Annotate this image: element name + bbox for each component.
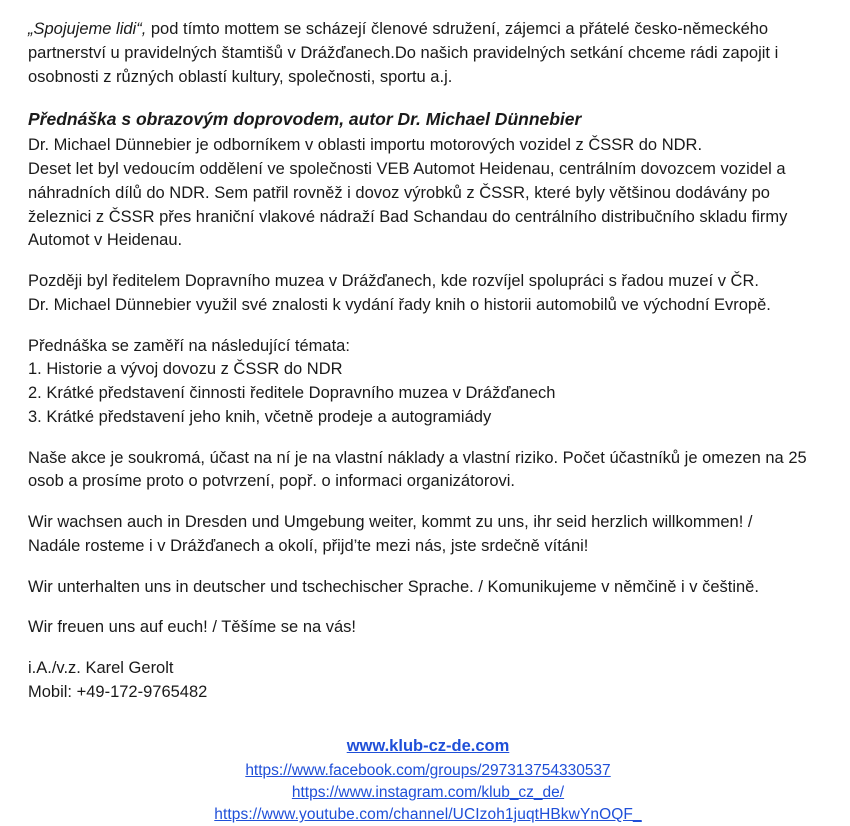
welcome-block <box>28 511 828 559</box>
museum-line-1: Později byl ředitelem Dopravního muzea v Drážďanech, kde rozvíjel spolupráci s řadou muzeí v ČR. <box>28 272 759 291</box>
intro-paragraph <box>28 18 828 89</box>
closing-text: Wir freuen uns auf euch! / Těšíme se na vás! <box>28 618 357 637</box>
links-block <box>28 735 828 826</box>
signature-block <box>28 657 828 705</box>
topic-item: 3. Krátké představení jeho knih, včetně prodeje a autogramiády <box>28 407 492 426</box>
language-text: Wir unterhalten uns in deutscher und tschechischer Sprache. / Komunikujeme v němčině i v češtině. <box>28 577 759 596</box>
museum-block <box>28 270 828 318</box>
signature-phone: Mobil: +49-172-9765482 <box>28 682 208 701</box>
facebook-link[interactable]: https://www.facebook.com/groups/297313754330537 <box>245 762 611 780</box>
topic-item: 2. Krátké představení činnosti ředitele Dopravního muzea v Drážďanech <box>28 384 556 403</box>
museum-line-2: Dr. Michael Dünnebier využil své znalosti k vydání řady knih o historii automobilů ve východní Evropě. <box>28 295 771 314</box>
language-block <box>28 576 828 600</box>
lecture-heading: Přednáška s obrazovým doprovodem, autor Dr. Michael Dünnebier <box>28 109 582 130</box>
topics-intro: Přednáška se zaměří na následující témata: <box>28 336 350 355</box>
welcome-line-2: Nadále rosteme i v Drážďanech a okolí, přijd’te mezi nás, jste srdečně vítáni! <box>28 536 589 555</box>
bio-line-rest: Deset let byl vedoucím oddělení ve společnosti VEB Automot Heidenau, centrálním dovozcem vozidel a náhradních dílů do NDR. Sem patřil rovněž i dovoz výrobků z ČSSR, které byly většinou dodávány po železnici z ČSSR přes hraniční vlakové nádraží Bad Schandau do centrálního distribučního skladu firmy Automot v Heidenau. <box>28 160 788 250</box>
website-link[interactable]: www.klub-cz-de.com <box>346 736 510 755</box>
topics-block <box>28 335 828 430</box>
participation-text: Naše akce je soukromá, účast na ní je na vlastní náklady a vlastní riziko. Počet účastníků je omezen na 25 osob a prosíme proto o potvrzení, popř. o informaci organizátorovi. <box>28 448 807 491</box>
youtube-link[interactable]: https://www.youtube.com/channel/UCIzoh1juqtHBkwYnOQF_ <box>214 806 642 824</box>
participation-block <box>28 447 828 495</box>
topic-item: 1. Historie a vývoj dovozu z ČSSR do NDR <box>28 360 343 379</box>
closing-block <box>28 616 828 640</box>
welcome-line-1: Wir wachsen auch in Dresden und Umgebung weiter, kommt zu uns, ihr seid herzlich willkommen! / <box>28 513 753 532</box>
intro-text: pod tímto mottem se scházejí členové sdružení, zájemci a přátelé česko-německého partnerství u pravidelných štamtišů v Drážďanech.Do našich pravidelných setkání chceme rádi zapojit i osobnosti z různých oblastí kultury, společnosti, sportu a.j. <box>28 20 779 86</box>
bio-line-1: Dr. Michael Dünnebier je odborníkem v oblasti importu motorových vozidel z ČSSR do NDR. <box>28 136 703 155</box>
bio-block <box>28 134 828 253</box>
motto-text: „Spojujeme lidi“, <box>28 20 147 38</box>
signature-name: i.A./v.z. Karel Gerolt <box>28 659 174 678</box>
instagram-link[interactable]: https://www.instagram.com/klub_cz_de/ <box>291 784 565 802</box>
